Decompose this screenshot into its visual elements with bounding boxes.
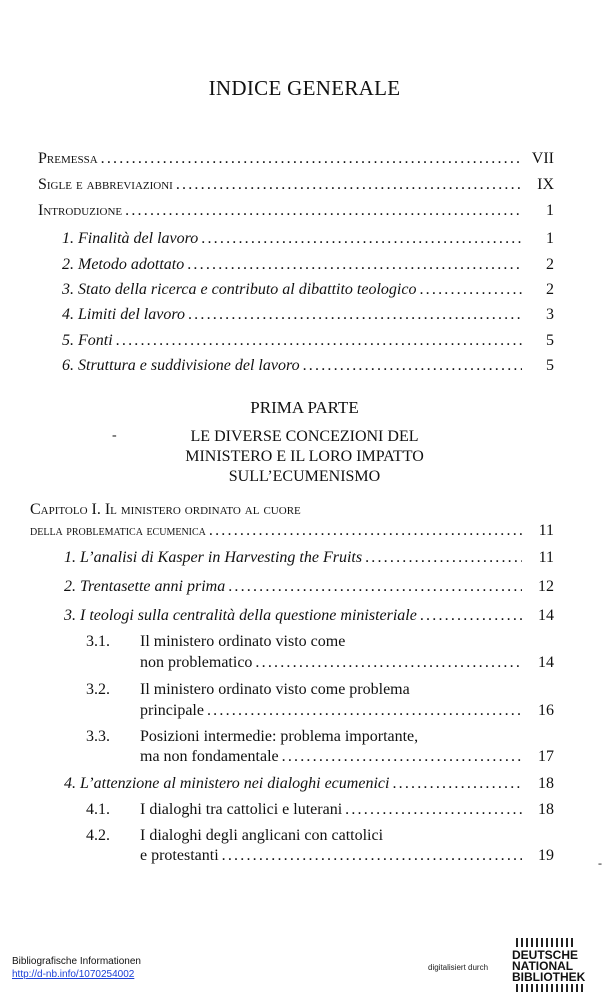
toc-subentry-3-3 [140, 747, 554, 767]
toc-subentry-3-2 [140, 701, 554, 721]
dot-leader [300, 356, 522, 376]
bibliographic-info-link[interactable]: http://d-nb.info/1070254002 [12, 969, 135, 980]
toc-entry-label: della problematica ecumenica [30, 524, 206, 539]
dot-leader [198, 229, 522, 249]
toc-subentry-4-2-line1 [86, 826, 383, 846]
dot-leader [173, 175, 522, 195]
toc-subentry-3-1-line1 [86, 632, 345, 652]
digitized-by-label: digitalisiert durch [428, 963, 489, 972]
bibliographic-info [12, 955, 141, 981]
dot-leader [225, 577, 522, 597]
dot-leader [122, 201, 522, 221]
toc-entry-label: 4. L’attenzione al ministero nei dialoghi ecumenici [64, 775, 390, 792]
subsection-number: 4.1. [86, 801, 110, 818]
toc-entry-intro-3 [62, 280, 554, 300]
toc-entry-label: Posizioni intermedie: problema importante, [140, 728, 419, 745]
toc-entry-intro-1 [62, 229, 554, 249]
toc-entry-label: 3. Stato della ricerca e contributo al dibattito teologico [62, 281, 417, 298]
toc-page-number: 5 [546, 332, 554, 349]
toc-entry-label: 6. Struttura e suddivisione del lavoro [62, 357, 300, 374]
toc-page-number: 5 [546, 357, 554, 374]
dot-leader [252, 653, 522, 673]
toc-page-number: 14 [538, 654, 554, 671]
subsection-number: 3.1. [86, 633, 110, 650]
stray-mark: - [598, 856, 602, 870]
toc-entry-section-4 [64, 774, 554, 794]
toc-entry-label: e protestanti [140, 847, 219, 864]
toc-page-number: 14 [538, 607, 554, 624]
toc-subentry-3-1 [140, 653, 554, 673]
toc-entry-chapter-1 [30, 521, 554, 542]
dot-leader [342, 800, 522, 820]
toc-entry-label: ma non fondamentale [140, 748, 279, 765]
toc-entry-section-3 [64, 606, 554, 626]
toc-entry-label: 1. L’analisi di Kasper in Harvesting the Fruits [64, 549, 363, 566]
toc-page-number: 11 [538, 522, 554, 539]
toc-subentry-3-2-line1 [86, 680, 410, 700]
toc-subentry-3-3-line1 [86, 727, 418, 747]
stray-mark: - [112, 428, 117, 443]
toc-entry-section-2 [64, 577, 554, 597]
toc-entry-label: Introduzione [38, 202, 123, 219]
toc-subentry-4-1 [86, 800, 554, 820]
subsection-number: 4.2. [86, 827, 110, 844]
dot-leader [416, 280, 522, 300]
toc-page-number: 19 [538, 847, 554, 864]
toc-entry-label: I dialoghi degli anglicani con cattolici [140, 827, 384, 844]
dot-leader [362, 548, 522, 568]
toc-page-number: 18 [538, 801, 554, 818]
toc-page-number: 2 [546, 281, 554, 298]
subsection-number: 3.3. [86, 728, 110, 745]
toc-entry-intro-6 [62, 356, 554, 376]
part-title-line: MINISTERO E IL LORO IMPATTO [185, 448, 424, 465]
toc-entry-label: 2. Trentasette anni prima [64, 578, 226, 595]
dot-leader [185, 305, 522, 325]
toc-entry-label: Premessa [38, 150, 98, 167]
toc-entry-label: Il ministero ordinato visto come [140, 633, 346, 650]
toc-entry-intro-5 [62, 331, 554, 351]
dnb-logo-line: BIBLIOTHEK [512, 970, 586, 984]
toc-page-number: 3 [546, 306, 554, 323]
dnb-logo-line: DEUTSCHE [512, 948, 579, 962]
toc-page-number: 18 [538, 775, 554, 792]
toc-entry-label: 2. Metodo adottato [62, 256, 185, 273]
dot-leader [417, 606, 522, 626]
toc-entry-sigle [38, 175, 554, 195]
toc-entry-label: 3. I teologi sulla centralità della questione ministeriale [64, 607, 417, 624]
toc-subentry-4-2 [140, 846, 554, 866]
page-title: INDICE GENERALE [208, 76, 401, 100]
toc-page-number: 1 [546, 230, 554, 247]
toc-page-number: 2 [546, 256, 554, 273]
toc-entry-premessa [38, 149, 554, 169]
toc-entry-introduzione [38, 201, 554, 221]
toc-page-number: 12 [538, 578, 554, 595]
toc-entry-section-1 [64, 548, 554, 568]
dnb-logo-line: NATIONAL [512, 959, 574, 973]
bibliographic-info-label: Bibliografische Informationen [12, 956, 141, 967]
toc-entry-intro-4 [62, 305, 554, 325]
subsection-number: 3.2. [86, 681, 110, 698]
toc-entry-label: principale [140, 702, 204, 719]
dot-leader [279, 747, 522, 767]
dot-leader [98, 149, 522, 169]
dot-leader [113, 331, 522, 351]
toc-page-number: 1 [546, 202, 554, 219]
dnb-logo-icon [512, 938, 604, 992]
chapter-heading-line: Capitolo I. Il ministero ordinato al cuore [30, 501, 301, 518]
part-title-line: SULL’ECUMENISMO [228, 468, 381, 485]
part-heading: PRIMA PARTE [250, 398, 359, 417]
toc-entry-label: I dialoghi tra cattolici e luterani [140, 801, 343, 818]
dot-leader [184, 255, 522, 275]
part-title-line: LE DIVERSE CONCEZIONI DEL [190, 428, 419, 445]
toc-entry-label: non problematico [140, 654, 253, 671]
toc-entry-label: Il ministero ordinato visto come problema [140, 681, 410, 698]
dot-leader [219, 846, 522, 866]
toc-page-number: 17 [538, 748, 554, 765]
toc-entry-label: 4. Limiti del lavoro [62, 306, 185, 323]
toc-entry-label: Sigle e abbreviazioni [38, 176, 173, 193]
toc-entry-label: 1. Finalità del lavoro [62, 230, 199, 247]
dot-leader [389, 774, 522, 794]
toc-page-number: IX [537, 176, 554, 193]
toc-page-number: 16 [538, 702, 554, 719]
dot-leader [206, 521, 522, 541]
dot-leader [204, 701, 522, 721]
toc-entry-intro-2 [62, 255, 554, 275]
toc-page-number: 11 [538, 549, 554, 566]
toc-page-number: VII [531, 150, 554, 167]
toc-entry-label: 5. Fonti [62, 332, 113, 349]
